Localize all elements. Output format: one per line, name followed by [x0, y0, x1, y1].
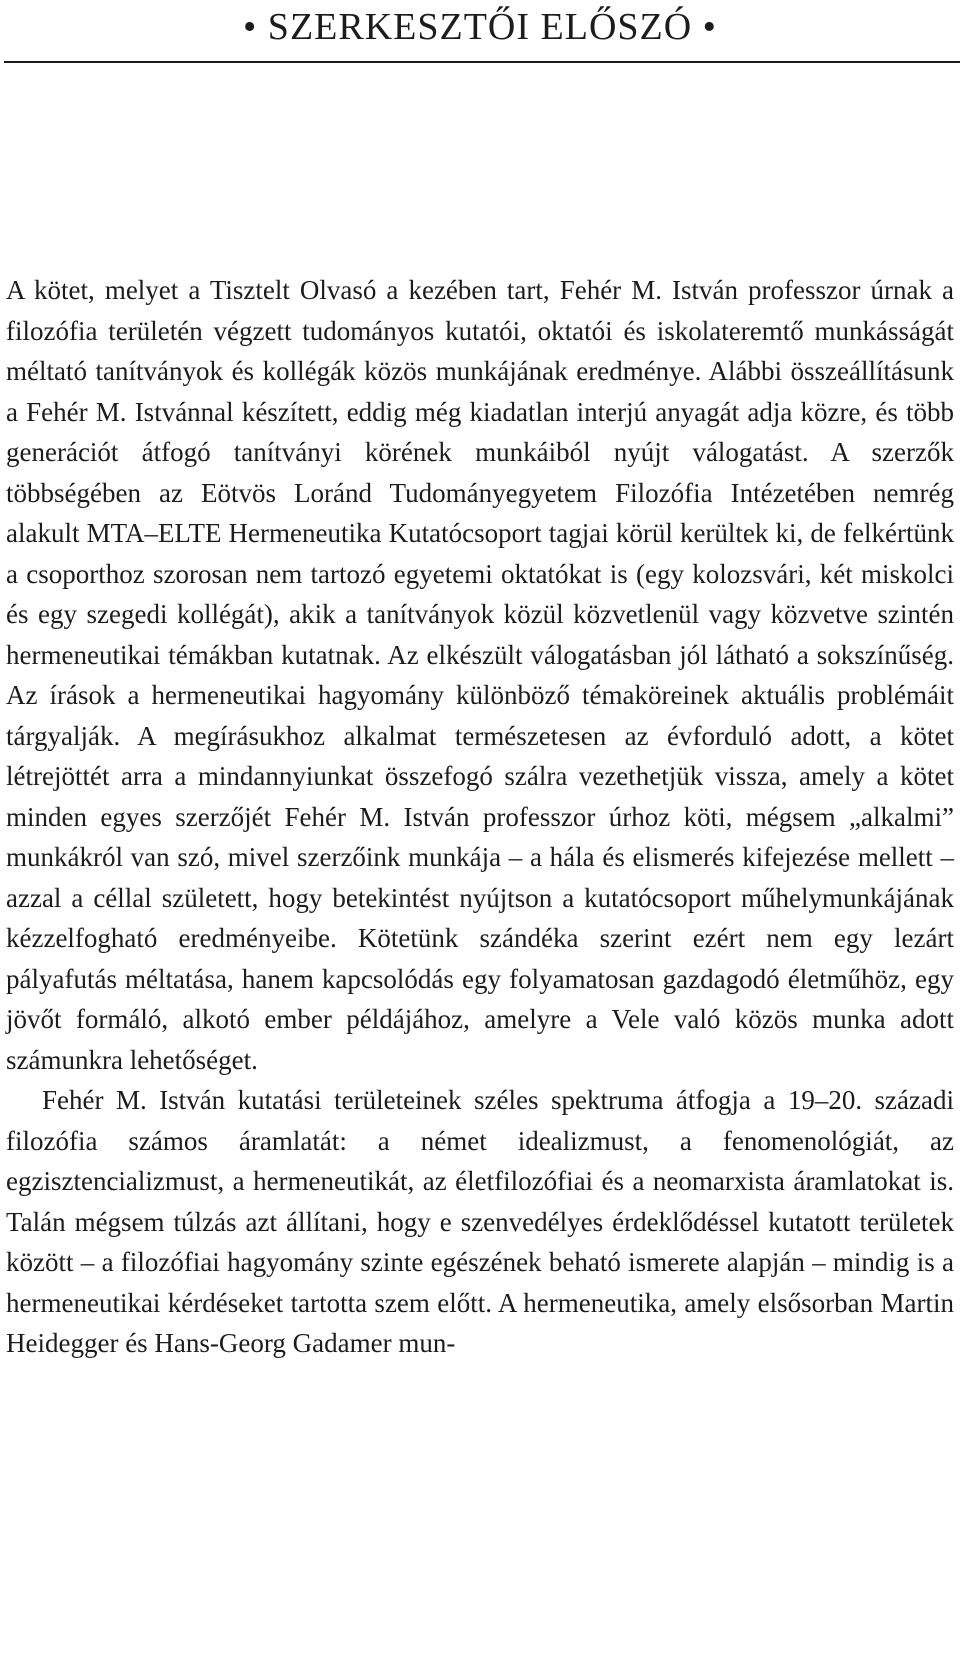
page-title: • SZERKESZTŐI ELŐSZÓ • — [243, 6, 717, 48]
page-header — [0, 0, 960, 64]
paragraph-research-areas: Fehér M. István kutatási területeinek széles spektruma átfogja a 19–20. századi filozófia számos áramlatát: a német idealizmust, a fenomenológiát, az egzisztencializmust, a hermeneutikát, az életfilozófiai és a neomarxista áramlatokat is. Talán mégsem túlzás azt állítani, hogy e szenvedélyes érdeklődéssel kutatott területek között – a filozófiai hagyomány szinte egészének beható ismerete alapján – mindig is a hermeneutikai kérdéseket tartotta szem előtt. A hermeneutika, amely elsősorban Martin Heidegger és Hans-Georg Gadamer mun- — [6, 1085, 954, 1358]
paragraph-intro: A kötet, melyet a Tisztelt Olvasó a kezében tart, Fehér M. István professzor úrnak a filozófia területén végzett tudományos kutatói, oktatói és iskolateremtő munkásságát méltató tanítványok és kollégák közös munkájának eredménye. Alábbi összeállításunk a Fehér M. Istvánnal készített, eddig még kiadatlan interjú anyagát adja közre, és több generációt átfogó tanítványi körének munkáiból nyújt válogatást. A szerzők többségében az Eötvös Loránd Tudományegyetem Filozófia Intézetében nemrég alakult MTA–ELTE Hermeneutika Kutatócsoport tagjai körül kerültek ki, de felkértünk a csoporthoz szorosan nem tartozó egyetemi oktatókat is (egy kolozsvári, két miskolci és egy szegedi kollégát), akik a tanítványok közül közvetlenül vagy közvetve szintén hermeneutikai témákban kutatnak. Az elkészült válogatásban jól látható a sokszínűség. Az írások a hermeneutikai hagyomány különböző témaköreinek aktuális problémáit tárgyalják. A megírásukhoz alkalmat természetesen az évforduló adott, a kötet létrejöttét arra a mindannyiunkat összefogó szálra vezethetjük vissza, amely a kötet minden egyes szerzőjét Fehér M. István professzor úrhoz köti, mégsem „alkalmi” munkákról van szó, mivel szerzőink munkája – a hála és elismerés kifejezése mellett – azzal a céllal született, hogy betekintést nyújtson a kutatócsoport műhelymunkájának kézzelfogható eredményeibe. Kötetünk szándéka szerint ezért nem egy lezárt pályafutás méltatása, hanem kapcsolódás egy folyamatosan gazdagodó életműhöz, egy jövőt formáló, alkotó ember példájához, amelyre a Vele való közös munka adott számunkra lehetőséget. — [6, 275, 954, 1075]
body-text — [6, 270, 954, 1364]
header-divider — [4, 61, 960, 63]
